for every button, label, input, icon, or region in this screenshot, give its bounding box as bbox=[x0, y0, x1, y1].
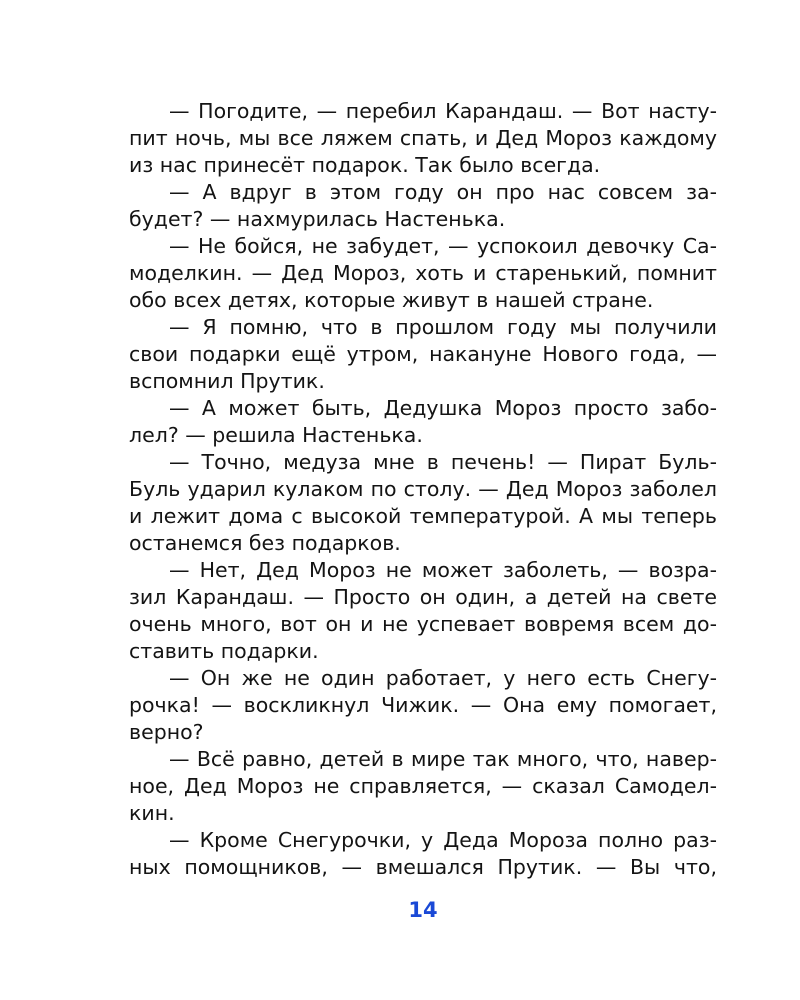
text-line: свои подарки ещё утром, накануне Нового года, — bbox=[129, 342, 717, 366]
text-line: — Я помню, что в прошлом году мы получили bbox=[169, 315, 717, 339]
text-line: верно? bbox=[129, 720, 204, 744]
text-line: вспомнил Прутик. bbox=[129, 369, 325, 393]
text-line: — Точно, медуза мне в печень! — Пират Буль- bbox=[169, 450, 717, 474]
text-line: очень много, вот он и не успевает вовремя всем до- bbox=[129, 612, 717, 636]
text-line: моделкин. — Дед Мороз, хоть и старенький, помнит bbox=[129, 261, 717, 285]
text-line: лел? — решила Настенька. bbox=[129, 423, 423, 447]
text-line: — Он же не один работает, у него есть Снегу- bbox=[169, 666, 717, 690]
text-line: обо всех детях, которые живут в нашей стране. bbox=[129, 288, 654, 312]
text-line: — Не бойся, не забудет, — успокоил девочку Са- bbox=[169, 234, 717, 258]
text-line: зил Карандаш. — Просто он один, а детей на свете bbox=[129, 585, 717, 609]
text-line: — А вдруг в этом году он про нас совсем за- bbox=[169, 180, 717, 204]
text-line: ных помощников, — вмешался Прутик. — Вы что, bbox=[129, 855, 717, 879]
text-line: рочка! — воскликнул Чижик. — Она ему помогает, bbox=[129, 693, 717, 717]
text-line: — А может быть, Дедушка Мороз просто забо- bbox=[169, 396, 717, 420]
page-body-text bbox=[129, 98, 717, 881]
text-line: ное, Дед Мороз не справляется, — сказал Самодел- bbox=[129, 774, 717, 798]
text-line: и лежит дома с высокой температурой. А мы теперь bbox=[129, 504, 717, 528]
text-line: кин. bbox=[129, 801, 175, 825]
page-number: 14 bbox=[408, 898, 438, 922]
text-line: Буль ударил кулаком по столу. — Дед Мороз заболел bbox=[129, 477, 717, 501]
text-line: — Кроме Снегурочки, у Деда Мороза полно раз- bbox=[169, 828, 717, 852]
text-line: из нас принесёт подарок. Так было всегда. bbox=[129, 153, 601, 177]
text-line: ставить подарки. bbox=[129, 639, 319, 663]
text-line: — Всё равно, детей в мире так много, что, навер- bbox=[169, 747, 717, 771]
text-line: пит ночь, мы все ляжем спать, и Дед Мороз каждому bbox=[129, 126, 717, 150]
text-line: останемся без подарков. bbox=[129, 531, 401, 555]
text-line: — Погодите, — перебил Карандаш. — Вот насту- bbox=[169, 99, 717, 123]
text-line: будет? — нахмурилась Настенька. bbox=[129, 207, 506, 231]
text-line: — Нет, Дед Мороз не может заболеть, — возра- bbox=[169, 558, 717, 582]
